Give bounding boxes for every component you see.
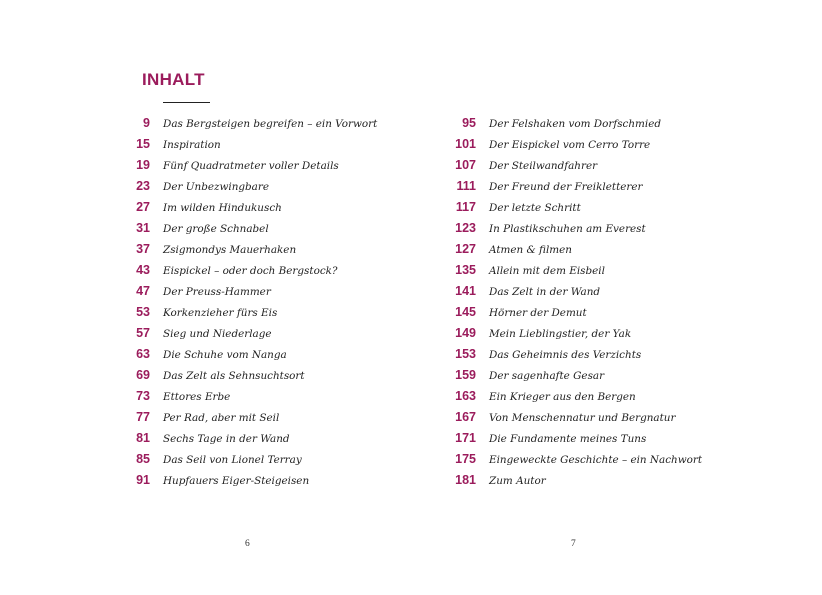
toc-chapter-title: Atmen & filmen	[489, 244, 572, 256]
toc-entry	[110, 179, 450, 200]
toc-entry	[110, 116, 450, 137]
toc-chapter-title: Das Seil von Lionel Terray	[163, 454, 302, 466]
toc-right-column	[436, 116, 776, 494]
page-number-right: 7	[571, 539, 576, 549]
heading-underline	[163, 102, 210, 103]
toc-chapter-title: In Plastikschuhen am Everest	[489, 223, 646, 235]
toc-chapter-title: Inspiration	[163, 139, 221, 151]
toc-chapter-title: Ein Krieger aus den Bergen	[489, 391, 636, 403]
toc-entry	[436, 473, 776, 494]
toc-chapter-title: Hörner der Demut	[489, 307, 587, 319]
toc-page-number: 123	[455, 221, 476, 235]
toc-page-number: 159	[455, 368, 476, 382]
toc-page-number: 127	[455, 242, 476, 256]
toc-page-number: 135	[455, 263, 476, 277]
toc-entry	[110, 242, 450, 263]
toc-chapter-title: Der Steilwandfahrer	[489, 160, 598, 172]
toc-chapter-title: Mein Lieblingstier, der Yak	[489, 328, 632, 340]
toc-chapter-title: Sieg und Niederlage	[163, 328, 272, 340]
toc-entry	[110, 368, 450, 389]
toc-chapter-title: Der große Schnabel	[163, 223, 269, 235]
toc-entry	[436, 242, 776, 263]
page-number-left: 6	[245, 539, 250, 549]
toc-page-number: 95	[462, 116, 476, 130]
toc-entry	[110, 410, 450, 431]
toc-chapter-title: Im wilden Hindukusch	[163, 202, 282, 214]
toc-entry	[110, 137, 450, 158]
toc-entry	[436, 284, 776, 305]
toc-chapter-title: Korkenzieher fürs Eis	[163, 307, 278, 319]
toc-page-number: 85	[136, 452, 150, 466]
toc-page-number: 47	[136, 284, 150, 298]
toc-chapter-title: Zum Autor	[489, 475, 546, 487]
toc-entry	[436, 347, 776, 368]
toc-chapter-title: Das Bergsteigen begreifen – ein Vorwort	[163, 118, 378, 130]
toc-chapter-title: Das Geheimnis des Verzichts	[489, 349, 642, 361]
toc-entry	[110, 158, 450, 179]
toc-chapter-title: Per Rad, aber mit Seil	[163, 412, 280, 424]
toc-chapter-title: Sechs Tage in der Wand	[163, 433, 290, 445]
toc-chapter-title: Eispickel – oder doch Bergstock?	[163, 265, 338, 277]
toc-entry	[436, 200, 776, 221]
toc-chapter-title: Fünf Quadratmeter voller Details	[163, 160, 339, 172]
toc-page-number: 145	[455, 305, 476, 319]
toc-entry	[436, 116, 776, 137]
toc-chapter-title: Der Unbezwingbare	[163, 181, 269, 193]
toc-entry	[436, 326, 776, 347]
toc-entry	[436, 368, 776, 389]
toc-chapter-title: Der Freund der Freikletterer	[489, 181, 643, 193]
toc-chapter-title: Der Eispickel vom Cerro Torre	[489, 139, 651, 151]
toc-page-number: 117	[455, 200, 476, 214]
toc-chapter-title: Der Felshaken vom Dorfschmied	[489, 118, 662, 130]
toc-page-number: 69	[136, 368, 150, 382]
toc-page-number: 81	[136, 431, 150, 445]
toc-entry	[110, 305, 450, 326]
toc-chapter-title: Hupfauers Eiger-Steigeisen	[163, 475, 310, 487]
toc-entry	[110, 200, 450, 221]
toc-entry	[436, 305, 776, 326]
toc-entry	[110, 347, 450, 368]
toc-page-number: 171	[455, 431, 476, 445]
toc-page-number: 91	[136, 473, 150, 487]
toc-page-number: 175	[455, 452, 476, 466]
toc-entry	[110, 326, 450, 347]
toc-page-number: 149	[455, 326, 476, 340]
toc-page-number: 73	[136, 389, 150, 403]
toc-entry	[110, 221, 450, 242]
toc-page-number: 101	[455, 137, 476, 151]
toc-page-number: 107	[455, 158, 476, 172]
toc-page-number: 43	[136, 263, 150, 277]
toc-page-number: 31	[136, 221, 150, 235]
toc-entry	[110, 389, 450, 410]
toc-chapter-title: Der letzte Schritt	[489, 202, 581, 214]
toc-page-number: 181	[455, 473, 476, 487]
toc-entry	[110, 263, 450, 284]
toc-left-column	[110, 116, 450, 494]
toc-entry	[436, 431, 776, 452]
toc-page-number: 15	[136, 137, 150, 151]
toc-chapter-title: Von Menschennatur und Bergnatur	[489, 412, 676, 424]
toc-page-number: 77	[136, 410, 150, 424]
toc-chapter-title: Eingeweckte Geschichte – ein Nachwort	[489, 454, 702, 466]
toc-entry	[436, 263, 776, 284]
toc-page-number: 53	[136, 305, 150, 319]
toc-entry	[110, 284, 450, 305]
toc-page-number: 23	[136, 179, 150, 193]
toc-chapter-title: Die Fundamente meines Tuns	[489, 433, 647, 445]
toc-chapter-title: Der Preuss-Hammer	[163, 286, 271, 298]
toc-page-number: 9	[143, 116, 150, 130]
toc-entry	[436, 158, 776, 179]
toc-page-number: 153	[455, 347, 476, 361]
toc-entry	[436, 137, 776, 158]
toc-entry	[436, 179, 776, 200]
toc-page-number: 57	[136, 326, 150, 340]
toc-chapter-title: Die Schuhe vom Nanga	[163, 349, 287, 361]
toc-chapter-title: Allein mit dem Eisbeil	[489, 265, 605, 277]
toc-chapter-title: Ettores Erbe	[163, 391, 231, 403]
toc-page-number: 19	[136, 158, 150, 172]
toc-chapter-title: Zsigmondys Mauerhaken	[163, 244, 297, 256]
toc-entry	[436, 410, 776, 431]
toc-page-number: 63	[136, 347, 150, 361]
toc-page-number: 163	[455, 389, 476, 403]
toc-heading: INHALT	[142, 70, 205, 89]
toc-entry	[436, 452, 776, 473]
toc-page-number: 141	[455, 284, 476, 298]
toc-chapter-title: Der sagenhafte Gesar	[489, 370, 605, 382]
toc-entry	[110, 431, 450, 452]
toc-page-number: 37	[136, 242, 150, 256]
toc-page-number: 167	[455, 410, 476, 424]
toc-page-number: 27	[136, 200, 150, 214]
toc-entry	[110, 452, 450, 473]
toc-entry	[110, 473, 450, 494]
toc-chapter-title: Das Zelt als Sehnsuchtsort	[163, 370, 305, 382]
toc-entry	[436, 389, 776, 410]
toc-chapter-title: Das Zelt in der Wand	[489, 286, 601, 298]
toc-page-number: 111	[456, 179, 476, 193]
toc-entry	[436, 221, 776, 242]
